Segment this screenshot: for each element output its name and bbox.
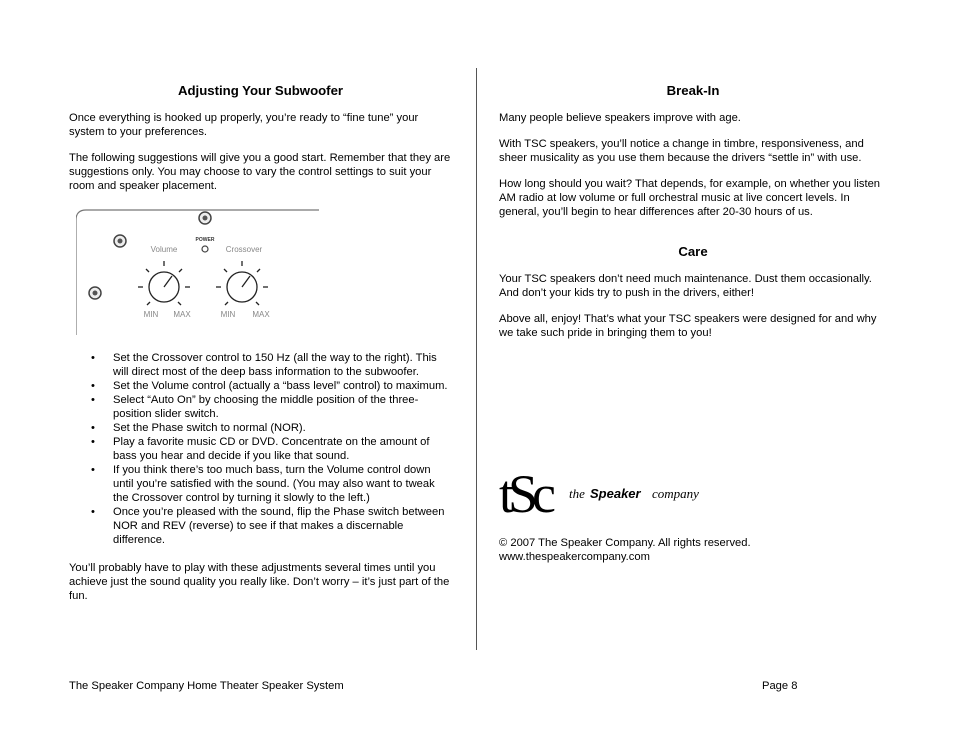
left-column: [69, 82, 452, 603]
volume-knob-icon: [138, 261, 190, 305]
list-item: • Once you’re pleased with the sound, flip the Phase switch between NOR and REV (reverse) to see if that makes a discernable difference.: [113, 505, 452, 547]
website-text: www.thespeakercompany.com: [499, 551, 650, 563]
crossover-knob-icon: [216, 261, 268, 305]
paragraph-breakin-3: How long should you wait? That depends, for example, on whether you listen AM radio at low volume or full orchestral music at live concert levels. In general, you’ll begin to hear differences after 20-30 hours of us.: [499, 178, 881, 218]
list-item: • Set the Volume control (actually a “bass level” control) to maximum.: [113, 379, 452, 393]
paragraph-closing: You’ll probably have to play with these adjustments several times until you achieve just the sound quality you really like. Don’t worry – it’s just part of the fun.: [69, 562, 450, 602]
paragraph-intro: Once everything is hooked up properly, you’re ready to “fine tune” your system to your preferences.: [69, 112, 419, 138]
logo-company: company: [652, 486, 699, 501]
volume-min-label: MIN: [143, 310, 159, 319]
section-heading-break-in: Break-In: [666, 83, 720, 98]
logo-speaker: Speaker: [590, 486, 641, 501]
list-item: • Set the Phase switch to normal (NOR).: [113, 421, 452, 435]
list-item: • Play a favorite music CD or DVD. Concentrate on the amount of bass you hear and decide if you like that sound.: [113, 435, 452, 463]
screw-icon: [199, 212, 211, 224]
power-led-icon: [202, 246, 208, 252]
footer-title: The Speaker Company Home Theater Speaker System: [69, 680, 344, 692]
paragraph-breakin-2: With TSC speakers, you’ll notice a change in timbre, responsiveness, and sheer musicality as you use them because the drivers “settle in” with use.: [499, 138, 864, 164]
subwoofer-control-panel-image: [76, 208, 326, 335]
page-number: Page 8: [762, 680, 798, 692]
paragraph-care-1: Your TSC speakers don’t need much maintenance. Dust them occasionally. And don’t your kids try to push in the drivers, either!: [499, 273, 872, 299]
screw-icon: [114, 235, 126, 247]
list-item: • Set the Crossover control to 150 Hz (all the way to the right). This will direct most of the deep bass information to the subwoofer.: [113, 351, 452, 379]
screw-icon: [89, 287, 101, 299]
list-item: • Select “Auto On” by choosing the middle position of the three-position slider switch.: [113, 393, 452, 421]
crossover-max-label: MAX: [252, 310, 270, 319]
list-item: • If you think there’s too much bass, turn the Volume control down until you’re satisfied with the sound. (You may also want to tweak the Crossover control by turning it slowly to the left.): [113, 463, 452, 505]
volume-label: Volume: [150, 245, 178, 254]
tsc-logo: [499, 454, 719, 524]
copyright-text: © 2007 The Speaker Company. All rights reserved.: [499, 537, 751, 549]
right-column: [499, 82, 887, 564]
crossover-min-label: MIN: [220, 310, 236, 319]
column-divider: [476, 68, 477, 650]
section-heading-adjusting: Adjusting Your Subwoofer: [177, 83, 344, 98]
power-label: POWER: [195, 237, 215, 243]
paragraph-care-2: Above all, enjoy! That’s what your TSC speakers were designed for and why we take such pride in bringing them to you!: [499, 313, 877, 339]
logo-mark: tSc: [499, 464, 551, 524]
adjustment-steps-list: [69, 351, 452, 547]
section-heading-care: Care: [678, 244, 708, 259]
logo-the: the: [569, 486, 585, 501]
crossover-label: Crossover: [225, 245, 263, 254]
paragraph-suggestions: The following suggestions will give you a good start. Remember that they are suggestions only. You may choose to vary the control settings to suit your room and speaker placement.: [69, 152, 451, 192]
paragraph-breakin-1: Many people believe speakers improve with age.: [499, 112, 741, 124]
volume-max-label: MAX: [173, 310, 191, 319]
